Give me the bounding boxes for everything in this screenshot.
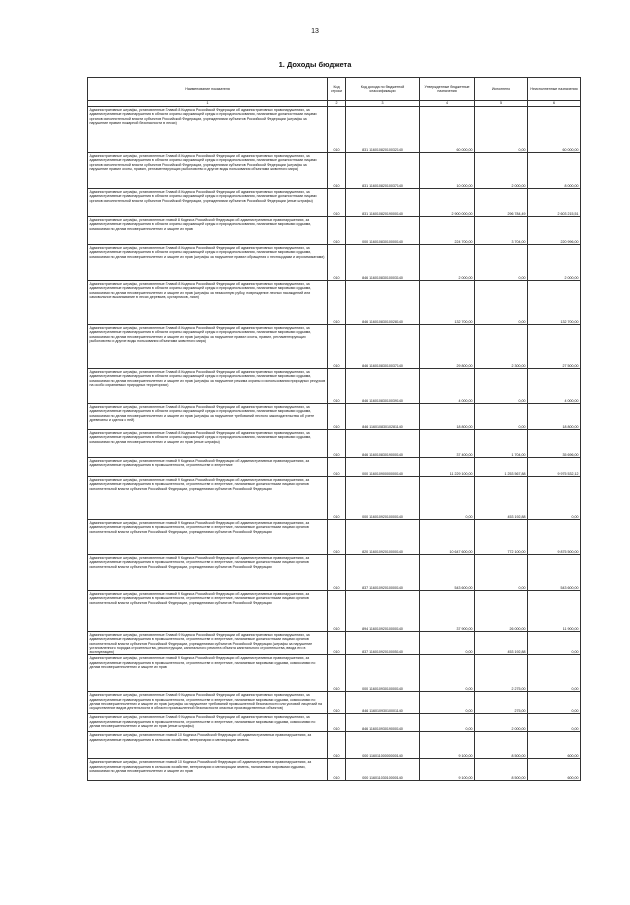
row-executed: 772 100,00 <box>475 520 528 555</box>
row-unexecuted: 2 603 215,51 <box>528 189 581 217</box>
table-row <box>88 281 581 325</box>
row-executed: 3 704,00 <box>475 217 528 245</box>
table-row <box>88 245 581 281</box>
row-unexecuted: 0,00 <box>528 477 581 520</box>
row-line-code: 010 <box>328 555 346 591</box>
row-unexecuted: 600,00 <box>528 759 581 781</box>
row-line-code: 010 <box>328 404 346 430</box>
row-approved: 18 800,00 <box>420 404 475 430</box>
row-executed: 2 275,00 <box>475 655 528 692</box>
row-unexecuted: 9 875 500,00 <box>528 520 581 555</box>
table-row <box>88 692 581 714</box>
row-name: Административные штрафы, установленные главой 9 Кодекса Российской Федерации об административных правонарушениях, за административные правонарушения в промышленности, строительстве и энергетике, налагаемые должностными лицами органов исполнительной власти субъектов Российской Федерации, учреждениями субъектов Российской Федерации <box>88 591 328 632</box>
table-row <box>88 520 581 555</box>
table-row <box>88 107 581 153</box>
row-line-code: 010 <box>328 655 346 692</box>
row-class-code: 000 11601083010000140 <box>346 217 420 245</box>
row-name: Административные штрафы, установленные главой 9 Кодекса Российской Федерации об административных правонарушениях, за административные правонарушения в промышленности, строительстве и энергетике <box>88 458 328 477</box>
row-approved: 60 000,00 <box>420 107 475 153</box>
document-title: 1. Доходы бюджета <box>278 60 352 69</box>
table-row <box>88 591 581 632</box>
row-name: Административные штрафы, установленные Главой 8 Кодекса Российской Федерации об административных правонарушениях, за административные правонарушения в области охраны окружающей среды и природопользования, налагаемые должностными лицами органов исполнительной власти субъектов Российской Федерации, учреждениями субъектов Российской Федерации (иные штрафы) <box>88 189 328 217</box>
row-executed: 453 192,88 <box>475 632 528 655</box>
row-class-code: 831 11601082010037140 <box>346 153 420 189</box>
row-class-code: 846 11601083010028140 <box>346 281 420 325</box>
row-executed: 8 500,00 <box>475 759 528 781</box>
table-row <box>88 458 581 477</box>
row-line-code: 010 <box>328 281 346 325</box>
row-executed: 296 784,49 <box>475 189 528 217</box>
row-unexecuted: 0,00 <box>528 655 581 692</box>
row-line-code: 010 <box>328 430 346 458</box>
row-class-code: 831 11601082019000140 <box>346 189 420 217</box>
row-name: Административные штрафы, установленные Главой 8 Кодекса Российской Федерации об административных правонарушениях, за административные правонарушения в области охраны окружающей среды и природопользования, налагаемые мировыми судьями, комиссиями по делам несовершеннолетних и защите их прав (иные штрафы) <box>88 430 328 458</box>
row-executed: 2 000,00 <box>475 714 528 732</box>
row-approved: 0,00 <box>420 655 475 692</box>
column-number: 5 <box>475 101 528 107</box>
table-body <box>88 107 581 781</box>
column-number: 6 <box>528 101 581 107</box>
row-unexecuted: 600,00 <box>528 732 581 759</box>
table-row <box>88 430 581 458</box>
row-name: Административные штрафы, установленные главой 9 Кодекса Российской Федерации об административных правонарушениях, за административные правонарушения в промышленности, строительстве и энергетике, налагаемые должностными лицами органов исполнительной власти субъектов Российской Федерации, учреждениями субъектов Российской Федерации <box>88 477 328 520</box>
row-name: Административные штрафы, установленные Главой 8 Кодекса Российской Федерации об административных правонарушениях, за административные правонарушения в области охраны окружающей среды и природопользования, налагаемые мировыми судьями, комиссиями по делам несовершеннолетних и защите их прав (штрафы за нарушение требований лесного законодательства об учете древесины и сделок с ней) <box>88 404 328 430</box>
row-class-code: 000 11601092010000140 <box>346 477 420 520</box>
row-approved: 10 000,00 <box>420 153 475 189</box>
row-class-code: 846 11601083010037140 <box>346 325 420 369</box>
row-name: Административные штрафы, установленные Главой 9 Кодекса Российской Федерации об административных правонарушениях, за административные правонарушения в промышленности, строительстве и энергетике, налагаемые мировыми судьями, комиссиями по делам несовершеннолетних и защите их прав (штрафы за нарушение требований промышленной безопасности или условий лицензий на осуществление видов деятельности в области промышленной безопасности опасных производственных объектов) <box>88 692 328 714</box>
row-line-code: 010 <box>328 325 346 369</box>
row-approved: 543 600,00 <box>420 555 475 591</box>
row-approved: 37 400,00 <box>420 430 475 458</box>
row-executed: 453 192,88 <box>475 477 528 520</box>
income-table <box>87 77 581 781</box>
row-approved: 132 700,00 <box>420 281 475 325</box>
row-approved: 11 229 100,00 <box>420 458 475 477</box>
row-name: Административные штрафы, установленные главой 10 Кодекса Российской Федерации об административных правонарушениях, за административные правонарушения в сельском хозяйстве, ветеринарии и мелиорации земель <box>88 732 328 759</box>
table-row <box>88 732 581 759</box>
table-row <box>88 759 581 781</box>
row-name: Административные штрафы, установленные главой 9 Кодекса Российской Федерации об административных правонарушениях, за административные правонарушения в промышленности, строительстве и энергетике, налагаемые мировыми судьями, комиссиями по делам несовершеннолетних и защите их прав <box>88 655 328 692</box>
row-unexecuted: 4 000,00 <box>528 369 581 404</box>
row-class-code: 000 11601103010000140 <box>346 759 420 781</box>
row-executed: 2 300,00 <box>475 325 528 369</box>
row-line-code: 010 <box>328 714 346 732</box>
row-approved: 0,00 <box>420 477 475 520</box>
row-unexecuted: 0,00 <box>528 714 581 732</box>
row-line-code: 010 <box>328 153 346 189</box>
row-name: Административные штрафы, установленные Главой 8 Кодекса Российской Федерации об административных правонарушениях, за административные правонарушения в области охраны окружающей среды и природопользования, налагаемые мировыми судьями, комиссиями по делам несовершеннолетних и защите их прав (штрафы за нарушение правил обращения с пестицидами и агрохимикатами) <box>88 245 328 281</box>
row-approved: 10 647 600,00 <box>420 520 475 555</box>
row-class-code: 000 11601100000000140 <box>346 732 420 759</box>
income-table-wrapper <box>87 77 580 781</box>
row-approved: 9 100,00 <box>420 732 475 759</box>
header-executed: Исполнено <box>475 78 528 101</box>
table-row <box>88 477 581 520</box>
row-unexecuted: 543 600,00 <box>528 555 581 591</box>
table-row <box>88 404 581 430</box>
row-executed: 0,00 <box>475 404 528 430</box>
row-name: Административные штрафы, установленные Главой 9 Кодекса Российской Федерации об административных правонарушениях, за административные правонарушения в промышленности, строительстве и энергетике, налагаемые мировыми судьями, комиссиями по делам несовершеннолетних и защите их прав (иные штрафы) <box>88 714 328 732</box>
table-row <box>88 632 581 655</box>
table-row <box>88 217 581 245</box>
table-row <box>88 555 581 591</box>
row-executed: 275,00 <box>475 692 528 714</box>
header-line-code: Код строки <box>328 78 346 101</box>
row-unexecuted: 35 696,00 <box>528 430 581 458</box>
row-name: Административные штрафы, установленные Главой 8 Кодекса Российской Федерации об административных правонарушениях, за административные правонарушения в области охраны окружающей среды и природопользования, налагаемые мировыми судьями, комиссиями по делам несовершеннолетних и защите их прав (штрафы за нарушение режима охраны и использования природных ресурсов на особо охраняемых природных территориях) <box>88 369 328 404</box>
row-approved: 0,00 <box>420 692 475 714</box>
row-unexecuted: 11 900,00 <box>528 591 581 632</box>
row-line-code: 010 <box>328 520 346 555</box>
row-name: Административные штрафы, установленные Главой 8 Кодекса Российской Федерации об административных правонарушениях, за административные правонарушения в области охраны окружающей среды и природопользования, налагаемые должностными лицами органов исполнительной власти субъектов Российской Федерации, учреждениями субъектов Российской Федерации (штрафы за нарушение правил охоты, правил, регламентирующих рыболовство и другие виды пользования объектами животного мира) <box>88 153 328 189</box>
row-line-code: 010 <box>328 591 346 632</box>
row-executed: 0,00 <box>475 281 528 325</box>
row-approved: 2 900 000,00 <box>420 189 475 217</box>
row-unexecuted: 220 996,00 <box>528 217 581 245</box>
row-class-code: 846 11601083010281140 <box>346 404 420 430</box>
row-line-code: 010 <box>328 189 346 217</box>
header-class-code: Код дохода по бюджетной классификации <box>346 78 420 101</box>
header-row <box>88 78 581 101</box>
row-class-code: 000 11601090000000140 <box>346 458 420 477</box>
page-number: 13 <box>311 28 319 35</box>
row-name: Административные штрафы, установленные Главой 8 Кодекса Российской Федерации об административных правонарушениях, за административные правонарушения в области охраны окружающей среды и природопользования, налагаемые должностными лицами органов исполнительной власти субъектов Российской Федерации, учреждениями субъектов Российской Федерации (штрафы за нарушение правил пожарной безопасности в лесах) <box>88 107 328 153</box>
row-class-code: 837 11601092010000140 <box>346 555 420 591</box>
row-class-code: 820 11601092010000140 <box>346 520 420 555</box>
row-line-code: 010 <box>328 107 346 153</box>
table-row <box>88 714 581 732</box>
row-executed: 26 000,00 <box>475 591 528 632</box>
row-approved: 9 100,00 <box>420 759 475 781</box>
row-executed: 0,00 <box>475 107 528 153</box>
header-unexecuted: Неисполненные назначения <box>528 78 581 101</box>
row-executed: 0,00 <box>475 369 528 404</box>
row-executed: 1 253 567,88 <box>475 458 528 477</box>
row-name: Административные штрафы, установленные Главой 8 Кодекса Российской Федерации об административных правонарушениях, за административные правонарушения в области охраны окружающей среды и природопользования, налагаемые мировыми судьями, комиссиями по делам несовершеннолетних и защите их прав (штрафы за незаконную рубку, повреждение лесных насаждений или самовольное выкапывание в лесах деревьев, кустарников, лиан) <box>88 281 328 325</box>
row-line-code: 010 <box>328 245 346 281</box>
row-class-code: 846 11601093010001140 <box>346 692 420 714</box>
row-line-code: 010 <box>328 692 346 714</box>
row-unexecuted: 18 800,00 <box>528 404 581 430</box>
row-line-code: 010 <box>328 217 346 245</box>
row-name: Административные штрафы, установленные Главой 8 Кодекса Российской Федерации об административных правонарушениях, за административные правонарушения в области охраны окружающей среды и природопользования, налагаемые мировыми судьями, комиссиями по делам несовершеннолетних и защите их прав (штрафы за нарушение правил охоты, правил, регламентирующих рыболовство и другие виды пользования объектами животного мира) <box>88 325 328 369</box>
row-line-code: 010 <box>328 632 346 655</box>
row-class-code: 846 11601083010003140 <box>346 245 420 281</box>
row-unexecuted: 0,00 <box>528 632 581 655</box>
row-name: Административные штрафы, установленные главой 10 Кодекса Российской Федерации об административных правонарушениях, за административные правонарушения в сельском хозяйстве, ветеринарии и мелиорации земель, налагаемые мировыми судьями, комиссиями по делам несовершеннолетних и защите их прав <box>88 759 328 781</box>
header-name: Наименование показателя <box>88 78 328 101</box>
row-executed: 0,00 <box>475 245 528 281</box>
row-executed: 2 000,00 <box>475 153 528 189</box>
row-name: Административные штрафы, установленные главой 8 Кодекса Российской Федерации об административных правонарушениях, за административные правонарушения в области охраны окружающей среды и природопользования, налагаемые мировыми судьями, комиссиями по делам несовершеннолетних и защите их прав <box>88 217 328 245</box>
table-row <box>88 153 581 189</box>
row-approved: 0,00 <box>420 714 475 732</box>
row-unexecuted: 132 700,00 <box>528 281 581 325</box>
row-name: Административные штрафы, установленные Главой 9 Кодекса Российской Федерации об административных правонарушениях, за административные правонарушения в промышленности, строительстве и энергетике, налагаемые должностными лицами органов исполнительной власти субъектов Российской Федерации, учреждениями субъектов Российской Федерации (штрафы за нарушение установленного порядка строительства, реконструкции, капитального ремонта объекта капитального строительства, ввода его в эксплуатацию) <box>88 632 328 655</box>
row-unexecuted: 0,00 <box>528 692 581 714</box>
row-name: Административные штрафы, установленные главой 9 Кодекса Российской Федерации об административных правонарушениях, за административные правонарушения в промышленности, строительстве и энергетике, налагаемые должностными лицами органов исполнительной власти субъектов Российской Федерации, учреждениями субъектов Российской Федерации <box>88 520 328 555</box>
header-approved: Утвержденные бюджетные назначения <box>420 78 475 101</box>
row-executed: 8 500,00 <box>475 732 528 759</box>
row-class-code: 846 11601093019000140 <box>346 714 420 732</box>
row-approved: 4 000,00 <box>420 369 475 404</box>
row-executed: 0,00 <box>475 555 528 591</box>
row-class-code: 000 11601093010000140 <box>346 655 420 692</box>
row-executed: 1 704,00 <box>475 430 528 458</box>
row-line-code: 010 <box>328 732 346 759</box>
row-class-code: 831 11601082010032140 <box>346 107 420 153</box>
column-number: 1 <box>88 101 328 107</box>
table-row <box>88 369 581 404</box>
row-name: Административные штрафы, установленные главой 9 Кодекса Российской Федерации об административных правонарушениях, за административные правонарушения в промышленности, строительстве и энергетике, налагаемые должностными лицами органов исполнительной власти субъектов Российской Федерации, учреждениями субъектов Российской Федерации <box>88 555 328 591</box>
row-unexecuted: 9 975 532,12 <box>528 458 581 477</box>
row-class-code: 846 11601083010039140 <box>346 369 420 404</box>
row-line-code: 010 <box>328 458 346 477</box>
row-line-code: 010 <box>328 759 346 781</box>
row-class-code: 894 11601092010000140 <box>346 591 420 632</box>
row-unexecuted: 8 000,00 <box>528 153 581 189</box>
row-approved: 29 800,00 <box>420 325 475 369</box>
table-row <box>88 325 581 369</box>
row-class-code: 837 11601092010005140 <box>346 632 420 655</box>
column-number: 3 <box>346 101 420 107</box>
row-unexecuted: 2 000,00 <box>528 245 581 281</box>
table-row <box>88 655 581 692</box>
row-line-code: 010 <box>328 477 346 520</box>
row-approved: 37 900,00 <box>420 591 475 632</box>
column-number: 2 <box>328 101 346 107</box>
column-number: 4 <box>420 101 475 107</box>
row-class-code: 846 11601083019000140 <box>346 430 420 458</box>
row-approved: 2 000,00 <box>420 245 475 281</box>
row-unexecuted: 60 000,00 <box>528 107 581 153</box>
row-approved: 0,00 <box>420 632 475 655</box>
row-line-code: 010 <box>328 369 346 404</box>
row-approved: 224 700,00 <box>420 217 475 245</box>
table-row <box>88 189 581 217</box>
row-unexecuted: 27 500,00 <box>528 325 581 369</box>
